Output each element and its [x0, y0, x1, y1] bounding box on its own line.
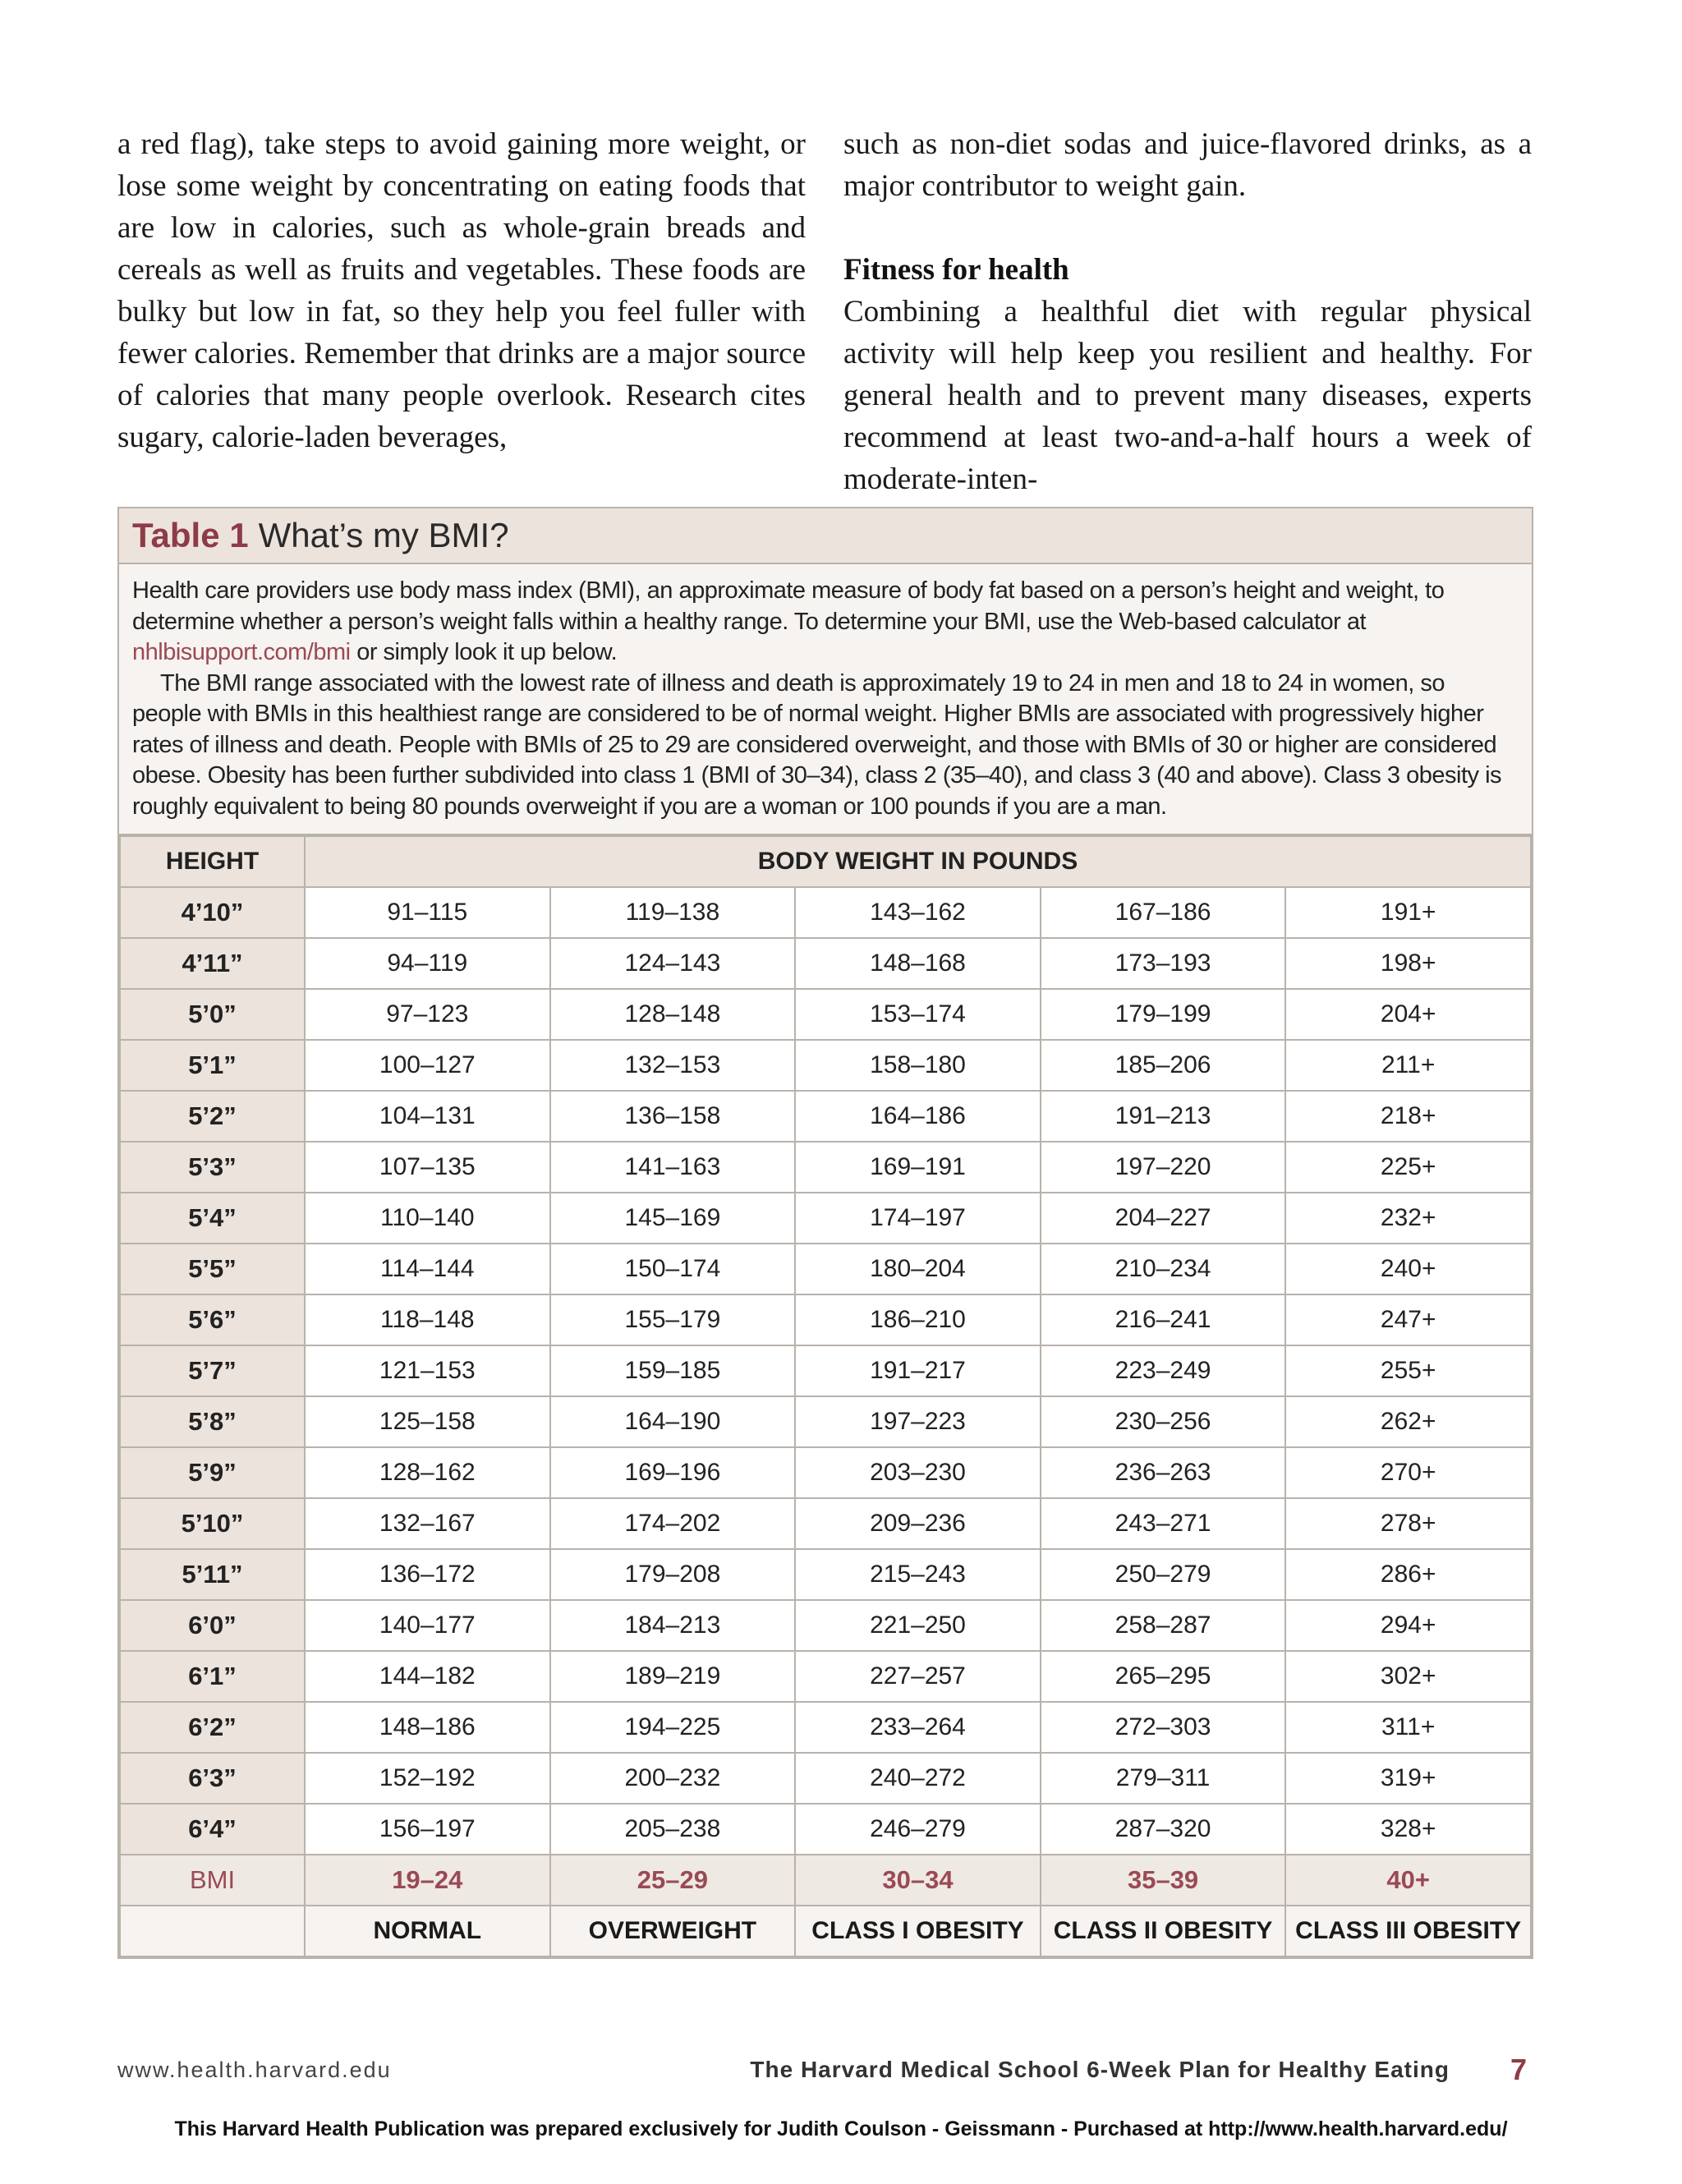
height-cell: 4’11” — [120, 938, 305, 989]
table-row — [120, 1345, 1531, 1396]
weight-cell: 216–241 — [1041, 1294, 1286, 1345]
weight-cell: 191+ — [1285, 887, 1531, 938]
weight-cell: 250–279 — [1041, 1549, 1286, 1600]
table-row — [120, 1396, 1531, 1447]
weight-cell: 200–232 — [550, 1753, 796, 1804]
height-cell: 6’2” — [120, 1702, 305, 1753]
height-cell: 5’6” — [120, 1294, 305, 1345]
table-row — [120, 1600, 1531, 1651]
height-cell: 4’10” — [120, 887, 305, 938]
weight-cell: 203–230 — [795, 1447, 1041, 1498]
bmi-table — [119, 835, 1532, 1957]
height-cell: 5’5” — [120, 1244, 305, 1294]
weight-cell: 91–115 — [305, 887, 550, 938]
body-columns — [117, 123, 1532, 500]
weight-cell: 158–180 — [795, 1040, 1041, 1091]
weight-cell: 136–172 — [305, 1549, 550, 1600]
height-cell: 5’4” — [120, 1193, 305, 1244]
weight-cell: 205–238 — [550, 1804, 796, 1855]
left-column — [117, 123, 806, 500]
purchase-notice: This Harvard Health Publication was prepared exclusively for Judith Coulson - Geissmann - Purchased at http://www.health.harvard.edu/ — [174, 2117, 1508, 2140]
weight-cell: 223–249 — [1041, 1345, 1286, 1396]
height-cell: 5’8” — [120, 1396, 305, 1447]
weight-cell: 114–144 — [305, 1244, 550, 1294]
weight-header: BODY WEIGHT IN POUNDS — [305, 836, 1531, 887]
weight-cell: 240–272 — [795, 1753, 1041, 1804]
category-row — [120, 1906, 1531, 1956]
weight-cell: 221–250 — [795, 1600, 1041, 1651]
weight-cell: 118–148 — [305, 1294, 550, 1345]
section-paragraph: Combining a healthful diet with regular physical activity will help keep you resilient and healthy. For general health and to prevent many diseases, experts recommend at least two-and-a-half hours a week of moderate-inten- — [843, 295, 1532, 496]
height-cell: 5’7” — [120, 1345, 305, 1396]
table-row — [120, 1702, 1531, 1753]
weight-cell: 225+ — [1285, 1142, 1531, 1193]
weight-cell: 136–158 — [550, 1091, 796, 1142]
weight-cell: 204–227 — [1041, 1193, 1286, 1244]
category-label: CLASS II OBESITY — [1041, 1906, 1286, 1956]
height-cell: 5’0” — [120, 989, 305, 1040]
intro-paragraph-1 — [132, 576, 1515, 669]
weight-cell: 191–213 — [1041, 1091, 1286, 1142]
intro-paragraph-2: The BMI range associated with the lowest rate of illness and death is approximately 19 to 24 in men and 18 to 24 in women, so people with BMIs in this healthiest range are considered to be of normal weight. Higher BMIs are associated with progressively higher rates of illness and death. People with BMIs of 25 to 29 are considered overweight, and those with BMIs of 30 or higher are considered obese. Obesity has been further subdivided into class 1 (BMI of 30–34), class 2 (35–40), and class 3 (40 and above). Class 3 obesity is roughly equivalent to being 80 pounds overweight if you are a woman or 100 pounds if you are a man. — [132, 669, 1502, 820]
table-row — [120, 1193, 1531, 1244]
height-cell: 5’11” — [120, 1549, 305, 1600]
category-label: CLASS III OBESITY — [1285, 1906, 1531, 1956]
weight-cell: 247+ — [1285, 1294, 1531, 1345]
weight-cell: 204+ — [1285, 989, 1531, 1040]
weight-cell: 197–223 — [795, 1396, 1041, 1447]
weight-cell: 258–287 — [1041, 1600, 1286, 1651]
height-cell: 6’4” — [120, 1804, 305, 1855]
right-column — [843, 123, 1532, 500]
table-body — [120, 887, 1531, 1855]
height-cell: 5’10” — [120, 1498, 305, 1549]
weight-cell: 169–191 — [795, 1142, 1041, 1193]
height-cell: 6’0” — [120, 1600, 305, 1651]
table-title — [119, 508, 1532, 564]
weight-cell: 125–158 — [305, 1396, 550, 1447]
intro-text-1: Health care providers use body mass index (BMI), an approximate measure of body fat based on a person’s height and weight, to determine whether a person’s weight falls within a healthy range. To determine your BMI, use the Web-based calculator at — [132, 577, 1445, 635]
weight-cell: 143–162 — [795, 887, 1041, 938]
weight-cell: 240+ — [1285, 1244, 1531, 1294]
weight-cell: 141–163 — [550, 1142, 796, 1193]
weight-cell: 145–169 — [550, 1193, 796, 1244]
weight-cell: 128–162 — [305, 1447, 550, 1498]
table-row — [120, 1804, 1531, 1855]
weight-cell: 209–236 — [795, 1498, 1041, 1549]
weight-cell: 198+ — [1285, 938, 1531, 989]
weight-cell: 148–186 — [305, 1702, 550, 1753]
weight-cell: 255+ — [1285, 1345, 1531, 1396]
weight-cell: 150–174 — [550, 1244, 796, 1294]
weight-cell: 272–303 — [1041, 1702, 1286, 1753]
weight-cell: 286+ — [1285, 1549, 1531, 1600]
weight-cell: 164–186 — [795, 1091, 1041, 1142]
weight-cell: 94–119 — [305, 938, 550, 989]
bmi-range: 25–29 — [550, 1855, 796, 1906]
weight-cell: 302+ — [1285, 1651, 1531, 1702]
weight-cell: 119–138 — [550, 887, 796, 938]
height-cell: 5’1” — [120, 1040, 305, 1091]
left-paragraph: a red flag), take steps to avoid gaining more weight, or lose some weight by concentrating on eating foods that are low in calories, such as whole-grain breads and cereals as well as fruits and vegetables. These foods are bulky but low in fat, so they help you feel fuller with fewer calories. Remember that drinks are a major source of calories that many people overlook. Research cites sugary, calorie-laden beverages, — [117, 127, 806, 454]
category-label: NORMAL — [305, 1906, 550, 1956]
weight-cell: 140–177 — [305, 1600, 550, 1651]
table-row — [120, 1549, 1531, 1600]
weight-cell: 174–202 — [550, 1498, 796, 1549]
weight-cell: 279–311 — [1041, 1753, 1286, 1804]
weight-cell: 167–186 — [1041, 887, 1286, 938]
bmi-range: 19–24 — [305, 1855, 550, 1906]
table-row — [120, 1498, 1531, 1549]
bmi-table-box — [117, 507, 1533, 1959]
weight-cell: 152–192 — [305, 1753, 550, 1804]
weight-cell: 278+ — [1285, 1498, 1531, 1549]
intro-text-1-end: or simply look it up below. — [350, 639, 618, 665]
weight-cell: 132–167 — [305, 1498, 550, 1549]
bmi-range: 35–39 — [1041, 1855, 1286, 1906]
height-header: HEIGHT — [120, 836, 305, 887]
weight-cell: 294+ — [1285, 1600, 1531, 1651]
weight-cell: 179–199 — [1041, 989, 1286, 1040]
weight-cell: 215–243 — [795, 1549, 1041, 1600]
weight-cell: 186–210 — [795, 1294, 1041, 1345]
table-row — [120, 938, 1531, 989]
weight-cell: 319+ — [1285, 1753, 1531, 1804]
weight-cell: 210–234 — [1041, 1244, 1286, 1294]
weight-cell: 197–220 — [1041, 1142, 1286, 1193]
category-label: CLASS I OBESITY — [795, 1906, 1041, 1956]
table-row — [120, 1091, 1531, 1142]
height-cell: 5’2” — [120, 1091, 305, 1142]
weight-cell: 97–123 — [305, 989, 550, 1040]
table-row — [120, 1447, 1531, 1498]
weight-cell: 232+ — [1285, 1193, 1531, 1244]
weight-cell: 211+ — [1285, 1040, 1531, 1091]
weight-cell: 107–135 — [305, 1142, 550, 1193]
table-row — [120, 1244, 1531, 1294]
table-number: Table 1 — [132, 516, 249, 554]
weight-cell: 270+ — [1285, 1447, 1531, 1498]
weight-cell: 179–208 — [550, 1549, 796, 1600]
table-intro — [119, 564, 1532, 835]
table-row — [120, 1753, 1531, 1804]
table-row — [120, 1142, 1531, 1193]
weight-cell: 262+ — [1285, 1396, 1531, 1447]
weight-cell: 233–264 — [795, 1702, 1041, 1753]
weight-cell: 227–257 — [795, 1651, 1041, 1702]
page-number: 7 — [1510, 2053, 1527, 2086]
weight-cell: 124–143 — [550, 938, 796, 989]
height-cell: 5’3” — [120, 1142, 305, 1193]
weight-cell: 148–168 — [795, 938, 1041, 989]
table-row — [120, 1651, 1531, 1702]
bmi-range: 40+ — [1285, 1855, 1531, 1906]
weight-cell: 156–197 — [305, 1804, 550, 1855]
weight-cell: 311+ — [1285, 1702, 1531, 1753]
table-row — [120, 887, 1531, 938]
weight-cell: 164–190 — [550, 1396, 796, 1447]
weight-cell: 236–263 — [1041, 1447, 1286, 1498]
weight-cell: 191–217 — [795, 1345, 1041, 1396]
weight-cell: 132–153 — [550, 1040, 796, 1091]
weight-cell: 144–182 — [305, 1651, 550, 1702]
weight-cell: 110–140 — [305, 1193, 550, 1244]
weight-cell: 159–185 — [550, 1345, 796, 1396]
table-header-row — [120, 836, 1531, 887]
weight-cell: 185–206 — [1041, 1040, 1286, 1091]
right-paragraph: such as non-diet sodas and juice-flavored drinks, as a major contributor to weight gain. — [843, 127, 1532, 203]
weight-cell: 153–174 — [795, 989, 1041, 1040]
weight-cell: 246–279 — [795, 1804, 1041, 1855]
weight-cell: 243–271 — [1041, 1498, 1286, 1549]
weight-cell: 230–256 — [1041, 1396, 1286, 1447]
footer-publication-title: The Harvard Medical School 6-Week Plan for Healthy Eating — [750, 2057, 1450, 2082]
weight-cell: 100–127 — [305, 1040, 550, 1091]
weight-cell: 265–295 — [1041, 1651, 1286, 1702]
height-cell: 6’1” — [120, 1651, 305, 1702]
bmi-range-row — [120, 1855, 1531, 1906]
section-heading: Fitness for health — [843, 253, 1069, 287]
weight-cell: 169–196 — [550, 1447, 796, 1498]
weight-cell: 189–219 — [550, 1651, 796, 1702]
height-cell: 6’3” — [120, 1753, 305, 1804]
weight-cell: 121–153 — [305, 1345, 550, 1396]
weight-cell: 155–179 — [550, 1294, 796, 1345]
table-name: What’s my BMI? — [258, 516, 509, 554]
bmi-range: 30–34 — [795, 1855, 1041, 1906]
weight-cell: 287–320 — [1041, 1804, 1286, 1855]
weight-cell: 218+ — [1285, 1091, 1531, 1142]
weight-cell: 194–225 — [550, 1702, 796, 1753]
weight-cell: 174–197 — [795, 1193, 1041, 1244]
weight-cell: 180–204 — [795, 1244, 1041, 1294]
height-cell: 5’9” — [120, 1447, 305, 1498]
weight-cell: 184–213 — [550, 1600, 796, 1651]
page-footer — [117, 2053, 1532, 2086]
bmi-calculator-link[interactable]: nhlbisupport.com/bmi — [132, 639, 351, 665]
category-blank-cell — [120, 1906, 305, 1956]
table-row — [120, 1040, 1531, 1091]
table-row — [120, 1294, 1531, 1345]
bmi-label: BMI — [120, 1855, 305, 1906]
weight-cell: 328+ — [1285, 1804, 1531, 1855]
table-row — [120, 989, 1531, 1040]
weight-cell: 104–131 — [305, 1091, 550, 1142]
weight-cell: 128–148 — [550, 989, 796, 1040]
category-label: OVERWEIGHT — [550, 1906, 796, 1956]
footer-website[interactable]: www.health.harvard.edu — [117, 2057, 392, 2082]
weight-cell: 173–193 — [1041, 938, 1286, 989]
